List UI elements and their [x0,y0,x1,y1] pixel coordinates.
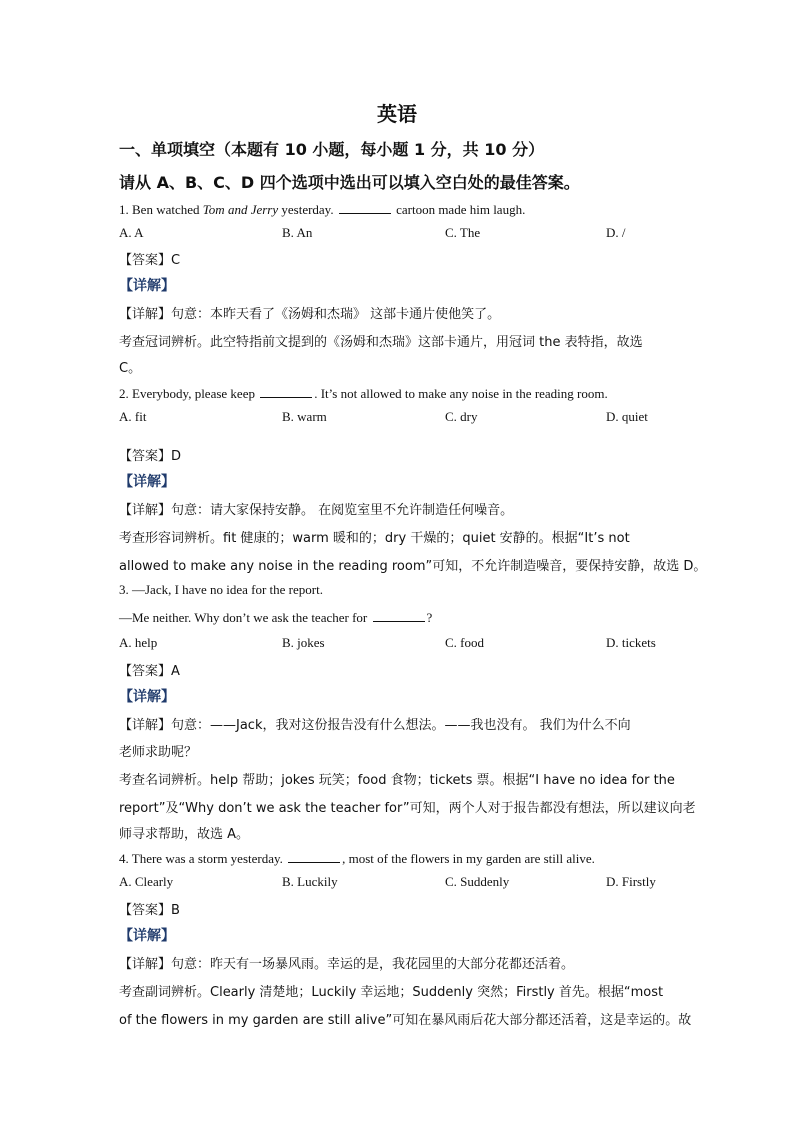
q1-option-d: D. / [606,225,626,240]
q3-detail-2: 老师求助呢？ [119,745,198,760]
q3-detail-1: 【详解】句意：——Jack，我对这份报告没有什么想法。——我也没有。 我们为什么不向 [119,718,631,733]
q4-option-a: A. Clearly [119,874,174,889]
section-title: 一、单项填空（本题有 10 小题，每小题 1 分，共 10 分） [119,140,545,159]
q3-option-c: C. food [445,635,484,650]
answer-blank [260,385,312,398]
q4-detail-heading: 【详解】 [119,928,175,944]
q2-answer: 【答案】D [119,449,182,464]
q3-option-b: B. jokes [282,635,325,650]
q3-option-d: D. tickets [606,635,656,650]
q1-option-c: C. The [445,225,481,240]
q1-detail-heading: 【详解】 [119,278,175,294]
page-title: 英语 [377,102,417,126]
q3-analysis-2: report”及“Why don’t we ask the teacher for”可知，两个人对于报告都没有想法，所以建议向老 [119,801,696,816]
q2-option-c: C. dry [445,409,478,424]
answer-blank [339,201,391,214]
q2-option-d: D. quiet [606,409,648,424]
q3-analysis-3: 师寻求帮助，故选 A。 [119,827,250,842]
q2-detail-heading: 【详解】 [119,474,175,490]
q4-option-d: D. Firstly [606,874,656,889]
q4-analysis-1: 考查副词辨析。Clearly 清楚地；Luckily 幸运地；Suddenly 突然；Firstly 首先。根据“most [119,985,664,1000]
q4-answer: 【答案】B [119,903,180,918]
q2-option-b: B. warm [282,409,327,424]
question-3-line-1: 3. —Jack, I have no idea for the report. [119,582,323,597]
q4-option-c: C. Suddenly [445,874,510,889]
q2-detail: 【详解】句意：请大家保持安静。 在阅览室里不允许制造任何噪音。 [119,503,514,518]
question-2: 2. Everybody, please keep . It’s not allowed to make any noise in the reading room. [119,386,608,401]
answer-blank [373,609,425,622]
q2-analysis-1: 考查形容词辨析。fit 健康的；warm 暖和的；dry 干燥的；quiet 安静的。根据“It’s not [119,531,630,546]
q1-analysis-2: C。 [119,361,142,376]
q3-detail-heading: 【详解】 [119,689,175,705]
q4-detail: 【详解】句意：昨天有一场暴风雨。幸运的是，我花园里的大部分花都还活着。 [119,957,575,972]
question-4: 4. There was a storm yesterday. , most of the flowers in my garden are still alive. [119,851,595,866]
q2-option-a: A. fit [119,409,147,424]
question-1: 1. Ben watched Tom and Jerry yesterday. cartoon made him laugh. [119,202,526,217]
q1-detail: 【详解】句意：本昨天看了《汤姆和杰瑞》 这部卡通片使他笑了。 [119,307,501,322]
answer-blank [288,850,340,863]
q3-answer: 【答案】A [119,664,180,679]
q3-option-a: A. help [119,635,158,650]
q1-italic-title: Tom and Jerry [202,202,279,217]
q1-analysis-1: 考查冠词辨析。此空特指前文提到的《汤姆和杰瑞》这部卡通片，用冠词 the 表特指，故选 [119,335,643,350]
instruction: 请从 A、B、C、D 四个选项中选出可以填入空白处的最佳答案。 [119,173,580,192]
q1-option-b: B. An [282,225,313,240]
q3-analysis-1: 考查名词辨析。help 帮助；jokes 玩笑；food 食物；tickets 票。根据“I have no idea for the [119,773,675,788]
q4-option-b: B. Luckily [282,874,338,889]
q4-analysis-2: of the flowers in my garden are still alive”可知在暴风雨后花大部分都还活着，这是幸运的。故 [119,1013,692,1028]
q1-answer: 【答案】C [119,253,181,268]
q2-analysis-2: allowed to make any noise in the reading room”可知，不允许制造噪音，要保持安静，故选 D。 [119,559,707,574]
question-3-line-2: —Me neither. Why don’t we ask the teacher for ? [119,610,433,625]
q1-option-a: A. A [119,225,144,240]
